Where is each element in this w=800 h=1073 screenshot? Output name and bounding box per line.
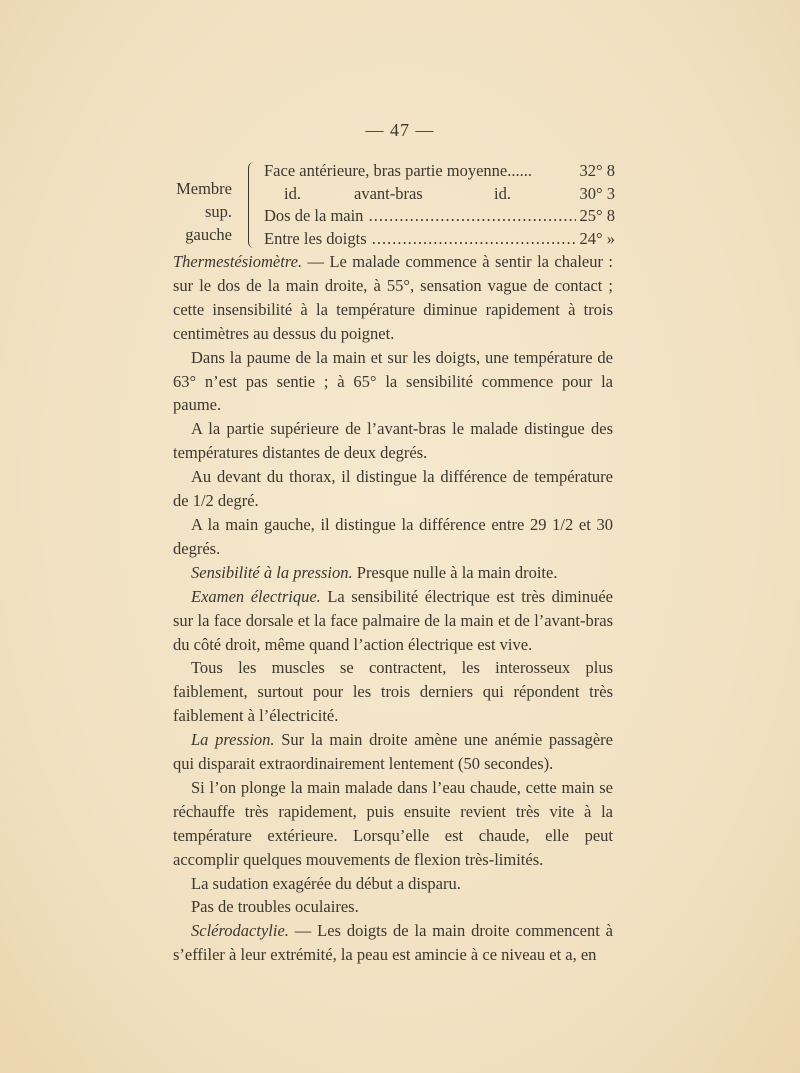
row-name-part: avant-bras (354, 183, 423, 203)
row-value: 25° 8 (579, 206, 615, 225)
paragraph: Examen électrique. La sensibilité électrique est très diminuée sur la face dorsale et la face palmaire de la main et de l’avant-bras du côté droit, même quand l’action électrique est vive. (173, 586, 614, 654)
table-row (264, 228, 615, 251)
body-text (173, 250, 613, 967)
table-row (264, 160, 615, 183)
row-value: 30° 3 (579, 183, 615, 203)
paragraph: Sensibilité à la pression. Presque nulle à la main droite. (191, 562, 558, 582)
row-value: 24° » (579, 228, 615, 248)
paragraph: A la partie supérieure de l’avant-bras le malade distingue des températures distantes de deux degrés. (173, 419, 613, 463)
paragraph: La pression. Sur la main droite amène une anémie passagère qui disparait extraordinairement lentement (50 secondes). (173, 730, 613, 774)
paragraph: Sclérodactylie. — Les doigts de la main droite commencent à s’effiler à leur extrémité, la peau est amincie à ce niveau et a, en (173, 921, 613, 965)
row-name-id: id. (494, 183, 511, 203)
row-name-id: id. (284, 183, 301, 203)
row-name: Dos de la main ..... (264, 205, 576, 228)
paragraph: Au devant du thorax, il distingue la différence de température de 1/2 degré. (173, 467, 613, 511)
table-row (264, 183, 615, 206)
paragraph: Dans la paume de la main et sur les doigts, une température de 63° n’est pas sentie ; à 65° la sensibilité commence pour la paume. (173, 347, 613, 415)
table-row (264, 205, 615, 228)
paragraph: A la main gauche, il distingue la différence entre 29 1/2 et 30 degrés. (173, 514, 613, 558)
paragraph: Pas de troubles oculaires. (191, 897, 359, 917)
row-name: Face antérieure, bras partie moyenne...... (264, 161, 533, 180)
row-name (264, 183, 576, 206)
row-name: Entre les doigts ..... (264, 228, 576, 251)
paragraph: Thermestésiomètre. — Le malade commence à sentir la chaleur : sur le dos de la main droite, à 55°, sensation vague de contact ; cette insensibilité à la température diminue rapidement à trois centimètres au dessus du poignet. (173, 252, 613, 343)
paragraph: Tous les muscles se contractent, les interosseux plus faiblement, surtout pour les trois derniers qui répondent très faiblement à l’électricité. (173, 658, 613, 726)
page-number: — 47 — (365, 120, 435, 140)
group-label-line2: sup. gauche (185, 202, 232, 244)
brace (248, 162, 257, 248)
group-label-line1: Membre (176, 179, 232, 198)
paragraph: La sudation exagérée du début a disparu. (191, 873, 461, 893)
table-rows (264, 160, 615, 250)
row-value: 32° 8 (579, 161, 615, 180)
paragraph: Si l’on plonge la main malade dans l’eau chaude, cette main se réchauffe très rapidement, puis ensuite revient très vite à la température extérieure. Lorsqu’elle est chaude, elle peut accomplir quelques mouvements de flexion très-limités. (173, 777, 613, 869)
table-group-label (157, 177, 232, 246)
